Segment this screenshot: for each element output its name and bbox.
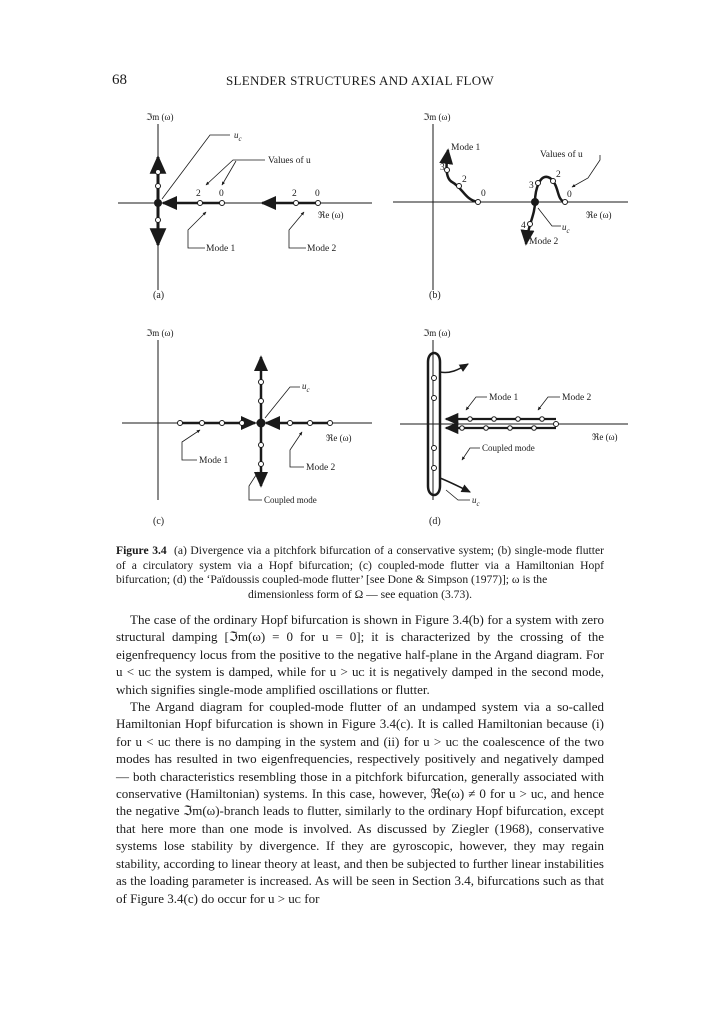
panel-d-label: (d) xyxy=(429,516,441,527)
panel-a-point xyxy=(198,201,203,206)
panel-a-point xyxy=(156,170,161,175)
panel-c-point xyxy=(240,421,245,426)
panel-d-uc-leader xyxy=(446,490,470,500)
panel-b-crossing-point xyxy=(531,198,539,206)
panel-a-label: (a) xyxy=(153,290,165,301)
panel-c-mode2-label: Mode 2 xyxy=(306,463,336,473)
panel-a-point xyxy=(220,201,225,206)
panel-b-tick: 0 xyxy=(567,190,572,200)
panel-a-bifurcation-point xyxy=(154,199,162,207)
figure-caption-tail: dimensionless form of Ω — see equation (3.73). xyxy=(247,587,473,601)
panel-a-values-leader xyxy=(222,161,236,185)
panel-a-point xyxy=(156,218,161,223)
body-text xyxy=(116,611,604,907)
panel-b-point xyxy=(551,179,556,184)
panel-a-values-label: Values of u xyxy=(268,156,311,166)
panel-a-point xyxy=(156,184,161,189)
panel-d-mode1-leader xyxy=(466,397,487,410)
panel-c-mode1-leader xyxy=(182,430,200,460)
panel-d-coupled-label: Coupled mode xyxy=(482,443,535,453)
panel-d-point xyxy=(468,417,473,422)
panel-d-point xyxy=(432,376,437,381)
panel-d-im-label: ℑm (ω) xyxy=(423,328,451,338)
panel-d-point xyxy=(432,396,437,401)
panel-a-mode1-leader xyxy=(188,212,206,248)
panel-b-uc-leader xyxy=(538,208,561,226)
panel-d-point xyxy=(532,426,537,431)
panel-d-point xyxy=(432,446,437,451)
panel-c-coupled-label: Coupled mode xyxy=(264,495,317,505)
panel-d-point xyxy=(460,426,465,431)
panel-c-mode1-label: Mode 1 xyxy=(199,456,229,466)
panel-d-point xyxy=(554,422,559,427)
panel-d-point xyxy=(516,417,521,422)
panel-b-point xyxy=(445,168,450,173)
panel-c-point xyxy=(178,421,183,426)
panel-d-mode2-leader xyxy=(538,397,560,410)
panel-c-im-label: ℑm (ω) xyxy=(146,328,174,338)
panel-a xyxy=(118,112,372,301)
panel-d-point xyxy=(508,426,513,431)
panel-c xyxy=(122,328,372,527)
panel-c-point xyxy=(259,399,264,404)
panel-b-tick: 2 xyxy=(556,170,561,180)
panel-b-mode2-label: Mode 2 xyxy=(529,237,559,247)
panel-d-mode2-label: Mode 2 xyxy=(562,393,592,403)
figure-caption xyxy=(116,544,604,602)
panel-a-point xyxy=(316,201,321,206)
paragraph: The Argand diagram for coupled-mode flutter of an undamped system via a so-called Hamiltonian Hopf bifurcation is shown in Figure 3.4(c). It is called Hamiltonian because (i) for u < uᴄ there is no damping in the system and (ii) for u > uᴄ the coalescence of the two modes has resulted in two eigenfrequencies, respectively positively and negatively damped — both characteristics resembling those in a pitchfork bifurcation, generally associated with conservative (Hamiltonian) systems. In this case, however, ℜe(ω) ≠ 0 for u > uᴄ, and hence the negative ℑm(ω)-branch leads to flutter, similarly to the ordinary Hopf bifurcation, except that here more than one mode is involved. As discussed by Ziegler (1968), conservative systems lose stability by divergence. If they are gyroscopic, however, they may regain stability, according to linear theory at least, and then be subjected to further linear instabilities as the loading parameter is increased. As will be seen in Section 3.4, bifurcations such as that of Figure 3.4(c) do occur for u > uᴄ for xyxy=(116,699,604,906)
panel-d-mode1-label: Mode 1 xyxy=(489,393,519,403)
panel-a-point xyxy=(294,201,299,206)
panel-a-re-label: ℜe (ω) xyxy=(318,210,344,220)
panel-b-uc-label: $u_c$ xyxy=(562,222,570,235)
panel-a-mode2-label: Mode 2 xyxy=(307,244,337,254)
panel-b-im-label: ℑm (ω) xyxy=(423,112,451,122)
panel-d-coupled-branch-upper xyxy=(440,364,468,373)
panel-b-tick: 2 xyxy=(462,175,467,185)
panel-b-point xyxy=(457,184,462,189)
panel-d-point xyxy=(432,466,437,471)
paragraph: The case of the ordinary Hopf bifurcation is shown in Figure 3.4(b) for a system with zero structural damping [ℑm(ω) = 0 for u = 0]; it is characterized by the crossing of the eigenfrequency locus from the positive to the negative half-plane in the Argand diagram. For u < uᴄ the system is damped, while for u > uᴄ it is negatively damped in the second mode, which signifies single-mode amplified oscillations or flutter. xyxy=(116,612,604,697)
panel-a-mode1-label: Mode 1 xyxy=(206,244,236,254)
figure-caption-text: (a) Divergence via a pitchfork bifurcation of a conservative system; (b) single-mode flutter of a circulatory system via a Hopf bifurcation; (c) coupled-mode flutter via a Hamiltonian Hopf bifurcation; (d) the ‘Païdoussis coupled-mode flutter’ [see Done & Simpson (1977)]; ω is the xyxy=(116,544,604,586)
panel-c-point xyxy=(259,380,264,385)
panel-c-point xyxy=(220,421,225,426)
figure-caption-label: Figure 3.4 xyxy=(116,544,167,557)
panel-b-tick: 4 xyxy=(521,221,526,231)
panel-a-tick: 0 xyxy=(219,189,224,199)
page-number: 68 xyxy=(112,72,127,88)
panel-b-point xyxy=(528,222,533,227)
panel-d-point xyxy=(540,417,545,422)
panel-a-im-label: ℑm (ω) xyxy=(146,112,174,122)
panel-c-point xyxy=(259,443,264,448)
panel-c-mode2-leader xyxy=(290,432,304,467)
panel-b-tick: 3 xyxy=(529,181,534,191)
panel-b-point xyxy=(563,200,568,205)
panel-d-point xyxy=(484,426,489,431)
panel-a-tick: 0 xyxy=(315,189,320,199)
panel-c-point xyxy=(308,421,313,426)
panel-b-re-label: ℜe (ω) xyxy=(586,210,612,220)
panel-c-point xyxy=(288,421,293,426)
panel-c-uc-label: $u_c$ xyxy=(302,381,310,394)
panel-c-re-label: ℜe (ω) xyxy=(326,433,352,443)
panel-c-point xyxy=(200,421,205,426)
panel-d xyxy=(400,328,628,527)
running-head: SLENDER STRUCTURES AND AXIAL FLOW xyxy=(226,73,494,88)
panel-a-tick: 2 xyxy=(196,189,201,199)
panel-d-re-label: ℜe (ω) xyxy=(592,432,618,442)
panel-a-values-leader xyxy=(206,160,265,185)
panel-b-tick: 3 xyxy=(440,163,445,173)
panel-b xyxy=(393,112,628,301)
panel-a-uc-label: $u_c$ xyxy=(234,130,242,143)
panel-c-uc-leader xyxy=(265,387,300,418)
panel-c-label: (c) xyxy=(153,516,165,527)
panel-b-tick: 0 xyxy=(481,189,486,199)
panel-d-coupled-branch-lower xyxy=(440,478,470,492)
panel-a-tick: 2 xyxy=(292,189,297,199)
panel-b-values-label: Values of u xyxy=(540,150,583,160)
panel-a-mode2-leader xyxy=(289,212,306,248)
panel-b-mode1-label: Mode 1 xyxy=(451,143,481,153)
panel-d-point xyxy=(492,417,497,422)
panel-b-point xyxy=(536,181,541,186)
panel-b-point xyxy=(476,200,481,205)
panel-c-point xyxy=(328,421,333,426)
panel-b-label: (b) xyxy=(429,290,441,301)
panel-d-uc-label: $u_c$ xyxy=(472,495,480,508)
panel-c-point xyxy=(259,462,264,467)
panel-d-coupled-leader xyxy=(462,448,480,460)
